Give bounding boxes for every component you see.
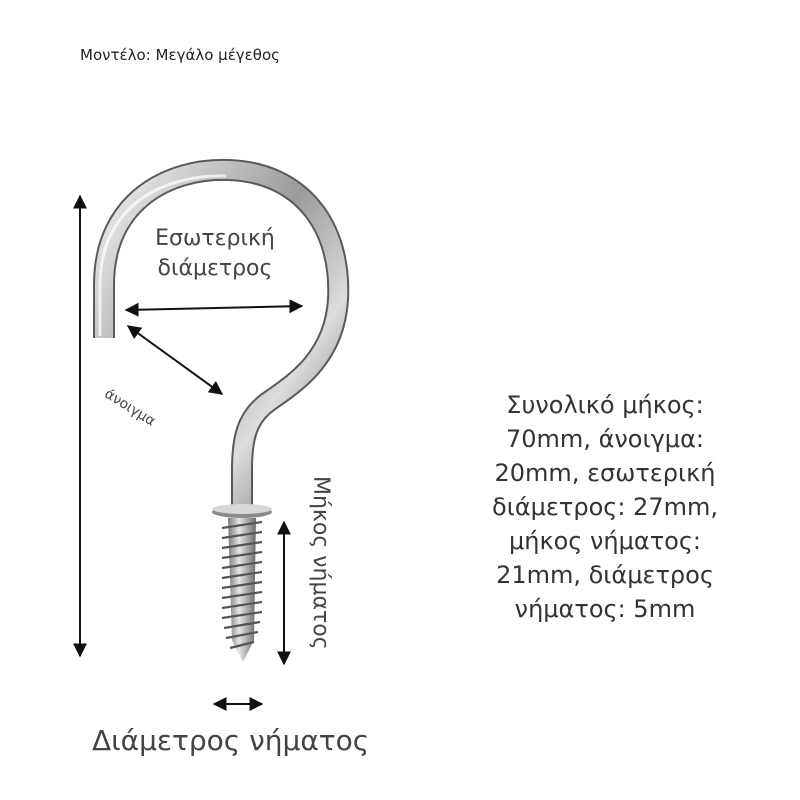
opening-arrow bbox=[128, 326, 222, 394]
specs-summary: Συνολικό μήκος: 70mm, άνοιγμα: 20mm, εσωτερική διάμετρος: 27mm, μήκος νήματος: 21mm, διάμετρος νήματος: 5mm bbox=[492, 391, 718, 623]
model-label: Μοντέλο: Μεγάλο μέγεθος bbox=[80, 46, 280, 64]
hook-wire bbox=[100, 170, 338, 512]
opening-label: άνοιγμα bbox=[101, 386, 159, 430]
thread-length-label-wrap bbox=[308, 476, 333, 650]
hook-thread bbox=[222, 518, 262, 662]
inner-diameter-arrow bbox=[126, 306, 302, 310]
thread-diameter-label: Διάμετρος νήματος bbox=[92, 724, 370, 757]
inner-diameter-label: Εσωτερική διάμετρος bbox=[155, 226, 275, 281]
thread-length-label: Μήκος νήματος bbox=[308, 476, 333, 650]
hook-collar bbox=[212, 504, 272, 518]
